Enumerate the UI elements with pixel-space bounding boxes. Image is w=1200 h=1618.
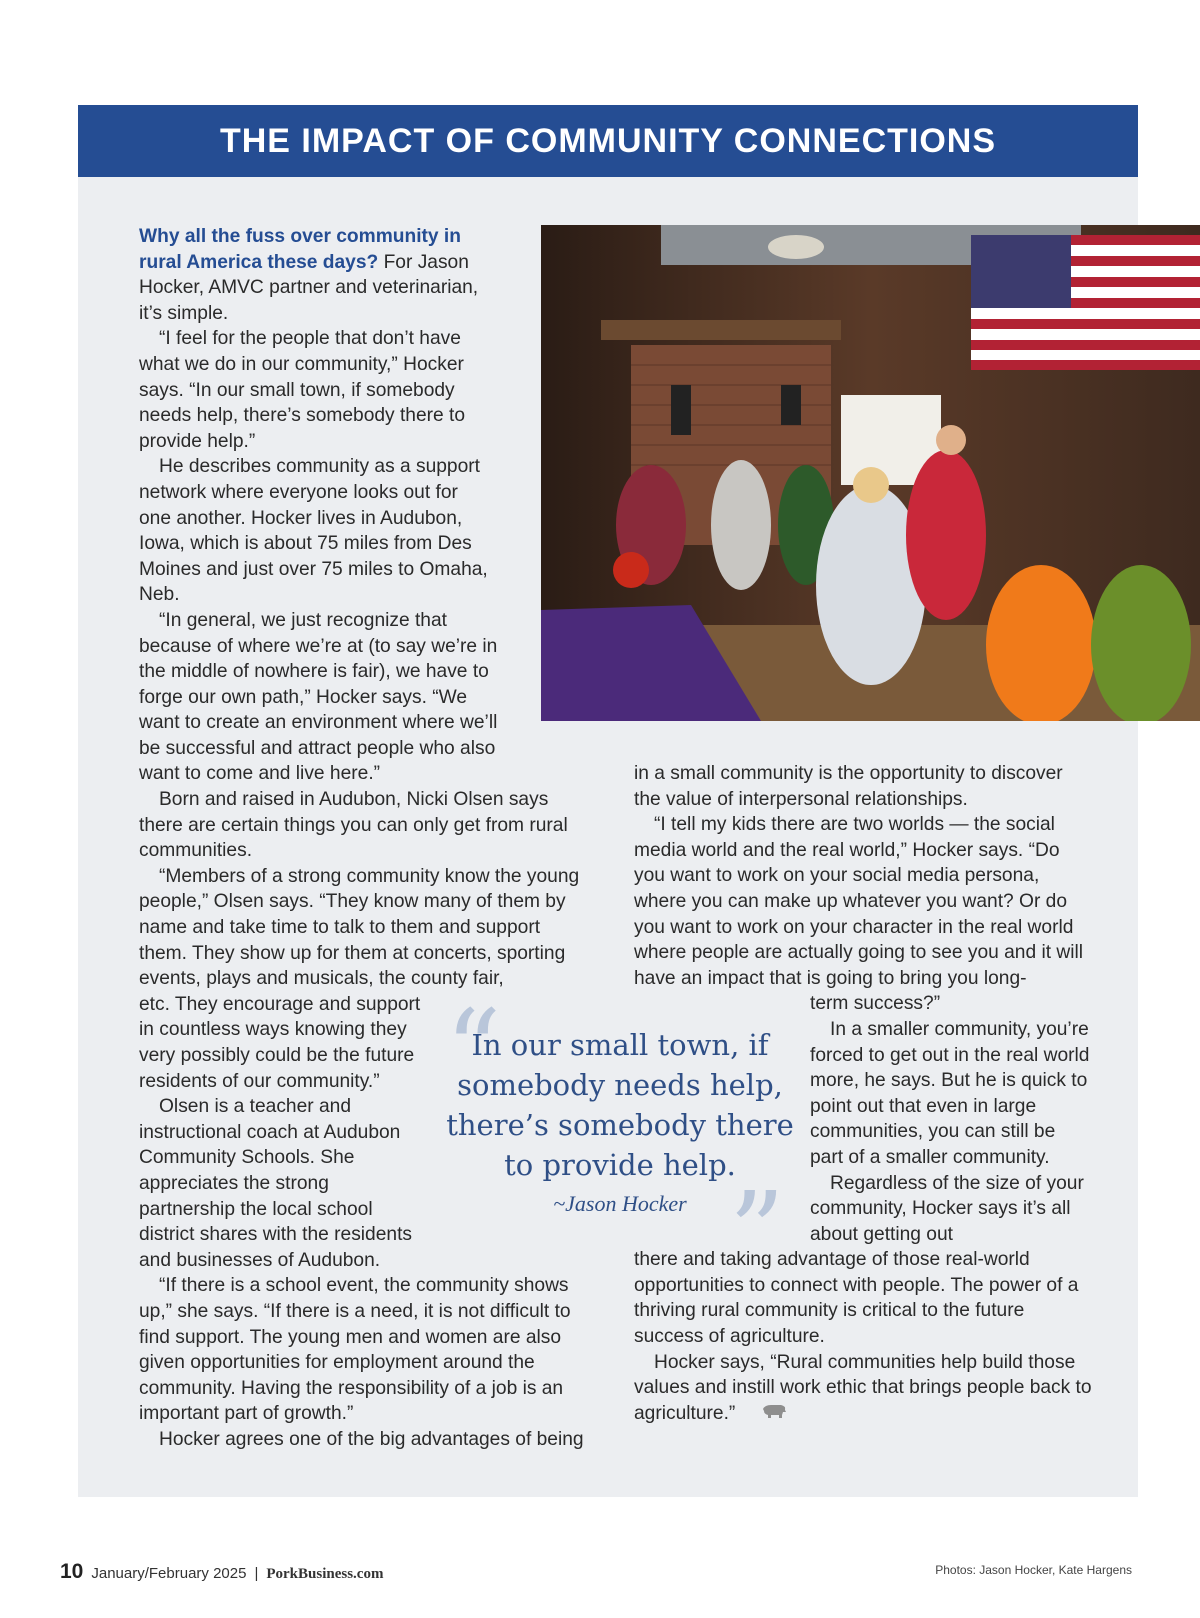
paragraph: “I feel for the people that don’t have what we do in our community,” Hocker says. “In our small town, if somebody needs help, there’s somebody there to provide help.” [139,328,466,452]
paragraph: Born and raised in Audubon, Nicki Olsen says there are certain things you can only get from rural communities. [139,789,568,862]
paragraph: Regardless of the size of your community, Hocker says it’s all about getting out [810,1172,1084,1245]
paragraph: “Members of a strong community know the young people,” Olsen says. “They know many of them by name and take time to talk to them and support them. They show up for them at concerts, sporting events, plays and musicals, the county fair, [139,865,580,990]
paragraph: Olsen is a teacher and instructional coach at Audubon Community Schools. She appreciates the strong partnership the local school district shares with the residents and businesses of Audubon. [139,1096,413,1271]
paragraph [634,1350,1094,1427]
paragraph: In a smaller community, you’re forced to get out in the real world more, he says. But he is quick to point out that even in large communities, you can still be part of a smaller community. [810,1018,1090,1168]
page-footer [60,1560,383,1584]
paragraph: “In general, we just recognize that because of where we’re at (to say we’re in the middle of nowhere is fair), we have to forge our own path,” Hocker says. “We want to create an environment where we’ll be successful and attract people who also want to come and live here.” [139,609,498,785]
article-banner [78,105,1138,177]
closing-text: Hocker says, “Rural communities help build those values and instill work ethic that brings people back to agriculture.” [634,1351,1092,1424]
page-number: 10 [60,1560,84,1583]
paragraph: Hocker agrees one of the big advantages of being [159,1428,584,1450]
article-title: THE IMPACT OF COMMUNITY CONNECTIONS [219,121,997,160]
footer-separator: | [254,1565,259,1582]
close-quote-icon: ” [728,1168,785,1296]
article-column-left [139,224,589,1453]
website-link[interactable]: PorkBusiness.com [266,1566,384,1582]
paragraph-continued: in a small community is the opportunity to discover the value of interpersonal relationships. [634,763,1063,810]
photo-credits: Photos: Jason Hocker, Kate Hargens [935,1563,1132,1577]
paragraph-continued: term success?” [810,993,941,1015]
paragraph-continued: there and taking advantage of those real-world opportunities to connect with people. The power of a thriving rural community is critical to the future success of agriculture. [634,1249,1079,1348]
pull-quote [445,986,795,1296]
issue-date: January/February 2025 [91,1565,247,1582]
lead-question: Why all the fuss over community in rural America these days? [139,226,461,273]
open-quote-icon: “ [445,986,502,1114]
pull-quote-text: In our small town, if somebody needs help, there’s somebody there to provide help. [446,1028,794,1182]
lead-paragraph [139,224,489,326]
paragraph: “I tell my kids there are two worlds — the social media world and the real world,” Hocker says. “Do you want to work on your social media persona, where you can make up whatever you want? Or do you want to work on your character in the real world where people are actually going to see you and it will have an impact that is going to bring you long- [634,814,1084,989]
paragraph: “If there is a school event, the community shows up,” she says. “If there is a need, it is not difficult to find support. The young men and women are also given opportunities for employment around the community. Having the responsibility of a job is an important part of growth.” [139,1275,571,1425]
lead-rest: For Jason Hocker, AMVC partner and veterinarian, it’s simple. [139,251,479,324]
pull-quote-attribution: ~Jason Hocker [553,1191,687,1216]
paragraph: He describes community as a support network where everyone looks out for one another. Hocker lives in Audubon, Iowa, which is about 75 miles from Des Moines and just over 75 miles to Omaha, Neb. [139,456,488,606]
pig-icon [741,1401,787,1427]
paragraph-continued: etc. They encourage and support in countless ways knowing they very possibly could be the future residents of our community.” [139,993,421,1092]
community-event-photo [541,225,1200,721]
